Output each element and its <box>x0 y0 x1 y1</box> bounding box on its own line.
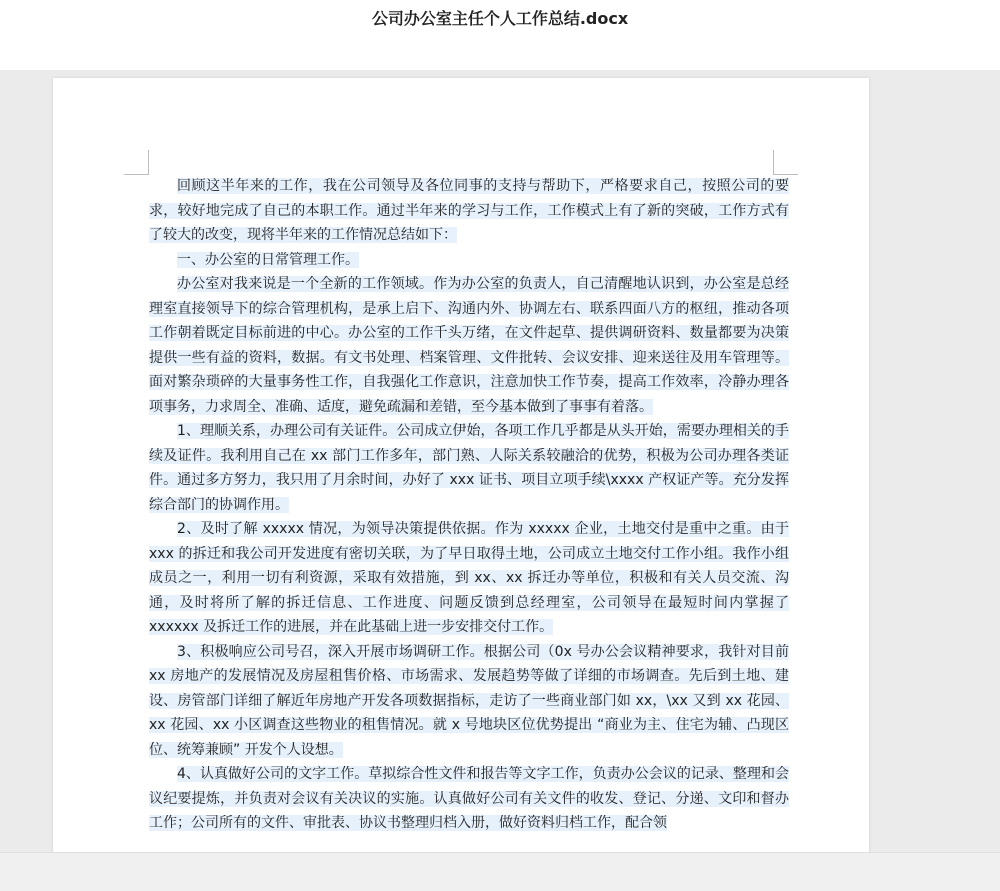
paragraph: 3、积极响应公司号召，深入开展市场调研工作。根据公司（0x 号办公会议精神要求，我针对目前 xx 房地产的发展情况及房屋租售价格、市场需求、发展趋势等做了详细的市场调查。先后到土地、建设、房管部门详细了解近年房地产开发各项数据指标，走访了一些商业部门如 xx，\xx 又到 xx 花园、xx 花园、xx 小区调查这些物业的租售情况。就 x 号地块区位优势提出 “商业为主、住宅为辅、凸现区位、统筹兼顾” 开发个人设想。 <box>149 643 789 758</box>
margin-corner-top-left <box>124 150 149 175</box>
paragraph: 办公室对我来说是一个全新的工作领域。作为办公室的负责人，自己清醒地认识到，办公室是总经理室直接领导下的综合管理机构，是承上启下、沟通内外、协调左右、联系四面八方的枢纽，推动各项工作朝着既定目标前进的中心。办公室的工作千头万绪，在文件起草、提供调研资料、数量都要为决策提供一些有益的资料，数据。有文书处理、档案管理、文件批转、会议安排、迎来送往及用车管理等。面对繁杂琐碎的大量事务性工作，自我强化工作意识，注意加快工作节奏，提高工作效率，冷静办理各项事务，力求周全、准确、适度，避免疏漏和差错，至今基本做到了事事有着落。 <box>149 276 789 415</box>
title-bar <box>0 0 1000 70</box>
margin-corner-top-right <box>773 150 798 175</box>
document-viewer[interactable] <box>0 70 1000 852</box>
paragraph: 2、及时了解 xxxxx 情况，为领导决策提供依据。作为 xxxxx 企业，土地交付是重中之重。由于 xxx 的拆迁和我公司开发进度有密切关联，为了早日取得土地，公司成立土地交付工作小组。我作小组成员之一，利用一切有利资源，采取有效措施，到 xx、xx 拆迁办等单位，积极和有关人员交流、沟通，及时将所了解的拆迁信息、工作进度、问题反馈到总经理室，公司领导在最短时间内掌握了 xxxxxx 及拆迁工作的进展，并在此基础上进一步安排交付工作。 <box>149 521 789 635</box>
paragraph: 4、认真做好公司的文字工作。草拟综合性文件和报告等文字工作，负责办公会议的记录、整理和会议纪要提炼，并负责对会议有关决议的实施。认真做好公司有关文件的收发、登记、分递、文印和督办工作；公司所有的文件、审批表、协议书整理归档入册，做好资料归档工作，配合领 <box>149 766 789 831</box>
document-page <box>53 78 869 852</box>
paragraph: 1、理顺关系，办理公司有关证件。公司成立伊始，各项工作几乎都是从头开始，需要办理相关的手续及证件。我利用自己在 xx 部门工作多年，部门熟、人际关系较融洽的优势，积极为公司办理各类证件。通过多方努力，我只用了月余时间，办好了 xxx 证书、项目立项手续\xxxx 产权证产等。充分发挥综合部门的协调作用。 <box>149 423 789 513</box>
paragraph: 回顾这半年来的工作，我在公司领导及各位同事的支持与帮助下，严格要求自己，按照公司的要求，较好地完成了自己的本职工作。通过半年来的学习与工作，工作模式上有了新的突破，工作方式有了较大的改变，现将半年来的工作情况总结如下： <box>149 178 789 243</box>
document-body <box>149 174 789 836</box>
document-title: 公司办公室主任个人工作总结.docx <box>371 9 629 28</box>
section-heading: 一、办公室的日常管理工作。 <box>177 251 359 268</box>
bottom-bar <box>0 852 1000 891</box>
